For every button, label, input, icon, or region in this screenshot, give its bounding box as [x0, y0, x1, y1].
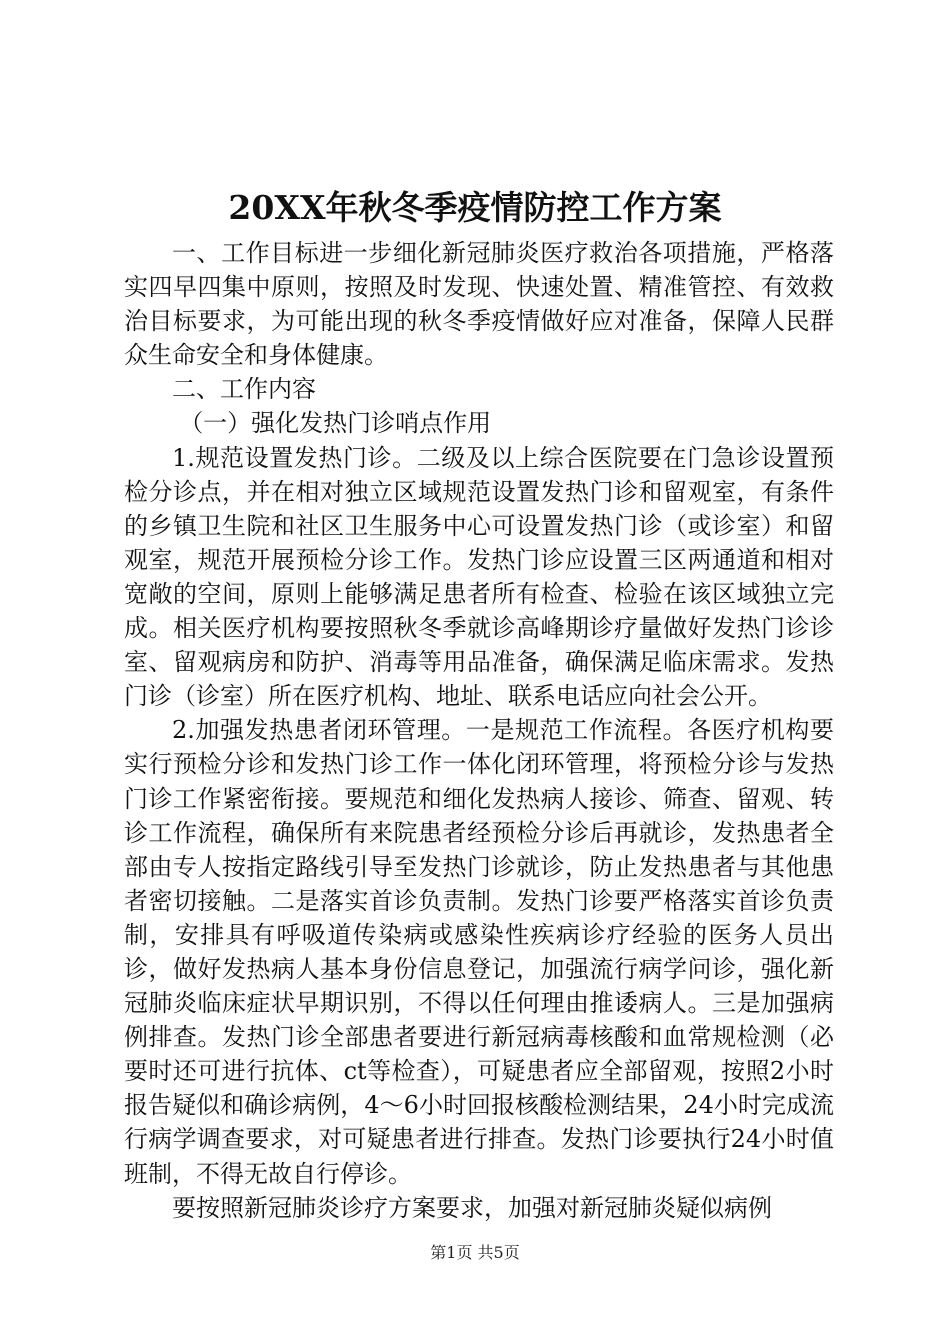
heading-fever-clinic-role: （一）强化发热门诊哨点作用	[179, 409, 492, 438]
page-footer: 第1页 共5页	[430, 1243, 520, 1262]
paragraph-work-goal: 一、工作目标进一步细化新冠肺炎医疗救治各项措施，严格落实四早四集中原则，按照及时发现、快速处置、精准管控、有效救治目标要求，为可能出现的秋冬季疫情做好应对准备，保障人民群众生命安全和身体健康。	[124, 239, 834, 370]
paragraph-fever-clinic-setup: 1.规范设置发热门诊。二级及以上综合医院要在门急诊设置预检分诊点，并在相对独立区域规范设置发热门诊和留观室，有条件的乡镇卫生院和社区卫生服务中心可设置发热门诊（或诊室）和留观室，规范开展预检分诊工作。发热门诊应设置三区两通道和相对宽敞的空间，原则上能够满足患者所有检查、检验在该区域独立完成。相关医疗机构要按照秋冬季就诊高峰期诊疗量做好发热门诊诊室、留观病房和防护、消毒等用品准备，确保满足临床需求。发热门诊（诊室）所在医疗机构、地址、联系电话应向社会公开。	[124, 443, 834, 711]
heading-work-content: 二、工作内容	[172, 375, 316, 404]
document-body	[124, 236, 834, 1225]
document-title: 20XX年秋冬季疫情防控工作方案	[228, 188, 722, 227]
paragraph-diagnosis-plan: 要按照新冠肺炎诊疗方案要求，加强对新冠肺炎疑似病例	[172, 1193, 772, 1222]
paragraph-closed-loop-management: 2.加强发热患者闭环管理。一是规范工作流程。各医疗机构要实行预检分诊和发热门诊工作一体化闭环管理，将预检分诊与发热门诊工作紧密衔接。要规范和细化发热病人接诊、筛查、留观、转诊工作流程，确保所有来院患者经预检分诊后再就诊，发热患者全部由专人按指定路线引导至发热门诊就诊，防止发热患者与其他患者密切接触。二是落实首诊负责制。发热门诊要严格落实首诊负责制，安排具有呼吸道传染病或感染性疾病诊疗经验的医务人员出诊，做好发热病人基本身份信息登记，加强流行病学问诊，强化新冠肺炎临床症状早期识别，不得以任何理由推诿病人。三是加强病例排查。发热门诊全部患者要进行新冠病毒核酸和血常规检测（必要时还可进行抗体、ct等检查），可疑患者应全部留观，按照2小时报告疑似和确诊病例，4～6小时回报核酸检测结果，24小时完成流行病学调查要求，对可疑患者进行排查。发热门诊要执行24小时值班制，不得无故自行停诊。	[124, 716, 834, 1188]
